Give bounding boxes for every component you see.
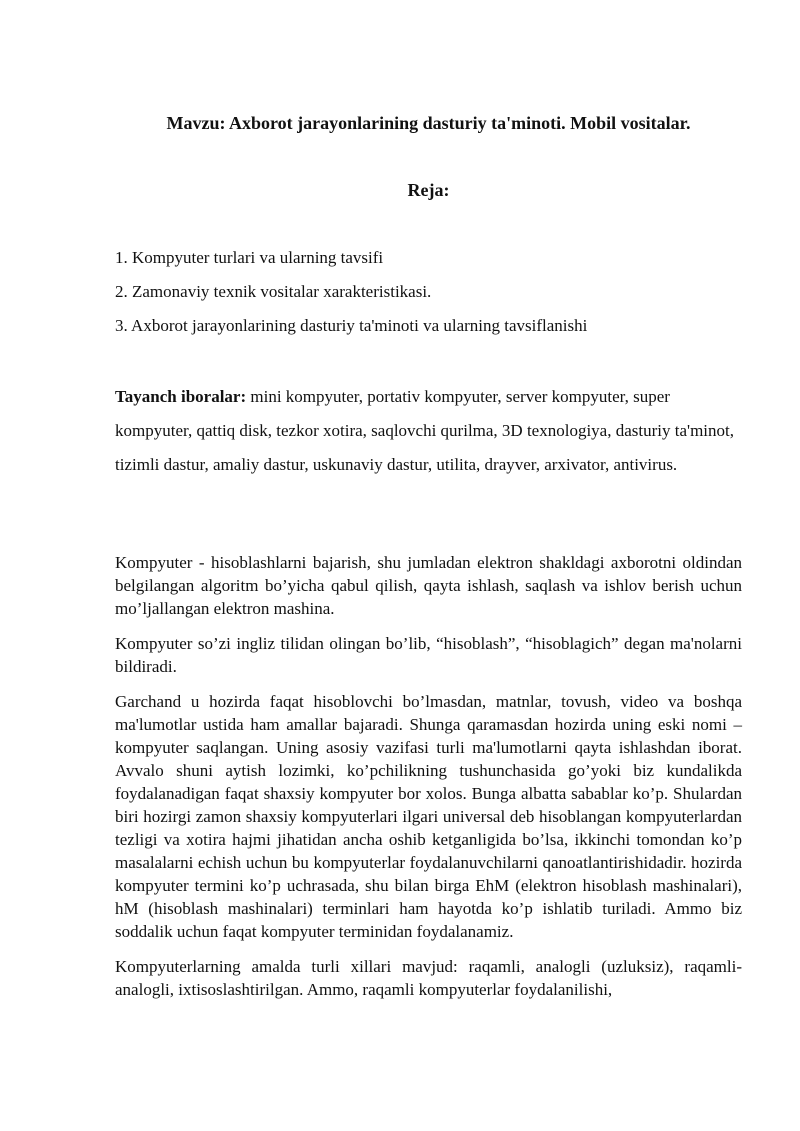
plan-item: 3. Axborot jarayonlarining dasturiy ta'minoti va ularning tavsiflanishi <box>115 316 588 335</box>
plan-heading: Reja: <box>407 180 450 200</box>
plan-item: 1. Kompyuter turlari va ularning tavsifi <box>115 248 384 267</box>
keywords-label: Tayanch iboralar: <box>115 387 247 406</box>
plan-list <box>115 246 742 348</box>
plan-item: 2. Zamonaviy texnik vositalar xarakteristikasi. <box>115 282 432 301</box>
body-paragraph: Kompyuter - hisoblashlarni bajarish, shu jumladan elektron shakldagi axborotni oldindan belgilangan algoritm bo’yicha qabul qilish, qayta ishlash, saqlash va ishlov berish uchun mo’ljallangan elektron mashina. <box>115 553 742 618</box>
body-paragraph: Kompyuterlarning amalda turli xillari mavjud: raqamli, analogli (uzluksiz), raqamli-analogli, ixtisoslashtirilgan. Ammo, raqamli kompyuterlar foydalanilishi, <box>115 957 742 999</box>
document-title: Mavzu: Axborot jarayonlarining dasturiy ta'minoti. Mobil vositalar. <box>166 113 691 133</box>
body-paragraph: Kompyuter so’zi ingliz tilidan olingan bo’lib, “hisoblash”, “hisoblagich” degan ma'nolarni bildiradi. <box>115 634 742 676</box>
keywords-paragraph <box>115 380 740 482</box>
keywords-text: mini kompyuter, portativ kompyuter, server kompyuter, super kompyuter, qattiq disk, tezkor xotira, saqlovchi qurilma, 3D texnologiya, dasturiy ta'minot, tizimli dastur, amaliy dastur, uskunaviy dastur, utilita, drayver, arxivator, antivirus. <box>115 387 734 474</box>
body-text <box>115 551 742 1013</box>
body-paragraph: Garchand u hozirda faqat hisoblovchi bo’lmasdan, matnlar, tovush, video va boshqa ma'lumotlar ustida ham amallar bajaradi. Shunga qaramasdan hozirda uning eski nomi – kompyuter saqlangan. Uning asosiy vazifasi turli ma'lumotlarni qayta ishlashdan iborat. Avvalo shuni aytish lozimki, ko’pchilikning tushunchasida go’yoki biz kundalikda foydalanadigan faqat shaxsiy kompyuter bor xolos. Bunga albatta sabablar ko’p. Shulardan biri hozirgi zamon shaxsiy kompyuterlari ilgari universal deb hisoblangan kompyuterlardan tezligi va xotira hajmi jihatidan ancha oshib ketganligida bo’lsa, ikkinchi tomondan ko’p masalalarni echish uchun bu kompyuterlar foydalanuvchilarni qanoatlantirishidadir. hozirda kompyuter termini ko’p uchrasada, shu bilan birga EhM (elektron hisoblash mashinalari), hM (hisoblash mashinalari) terminlari ham hayotda ko’p ishlatib turiladi. Ammo biz soddalik uchun faqat kompyuter terminidan foydalanamiz. <box>115 692 742 941</box>
